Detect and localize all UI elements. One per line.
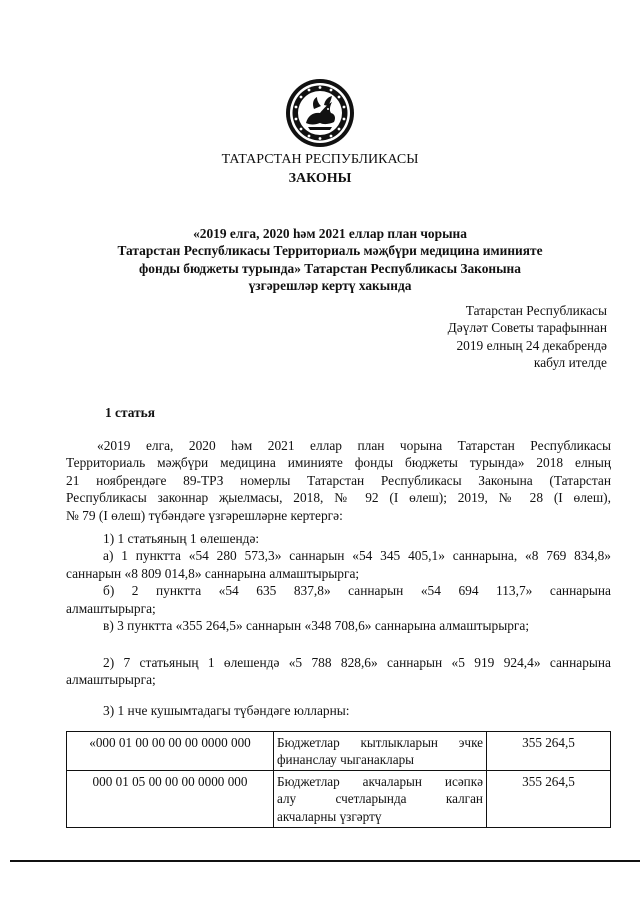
intro-line: Республикасы законнар җыелмасы, 2018, № 92 (I өлеш); 2019, № 28 (I өлеш), [66,490,611,506]
document-type: ЗАКОНЫ [288,171,352,186]
page-divider [10,860,640,862]
table-row [67,732,611,771]
item-2 [66,654,611,689]
adoption-line: Татарстан Республикасы [465,303,607,318]
adoption-line: 2019 елның 24 декабрендә [456,337,607,353]
law-title [60,225,600,295]
intro-line: № 79 (I өлеш) түбәндәге үзгәрешләрне кертергә: [66,507,343,523]
tatarstan-emblem-icon [284,77,356,149]
description-line: акчаларны үзгәртү [277,808,382,824]
article-heading: 1 статья [105,405,155,420]
table-row [67,771,611,827]
item-1-b: б) 2 пунктта «54 635 837,8» саннарын «54 694 113,7» саннарына [103,583,611,599]
law-title-line: «2019 елга, 2020 һәм 2021 еллар план чорына [193,226,467,241]
item-1-v: в) 3 пунктта «355 264,5» саннарын «348 708,6» саннарына алмаштырырга; [103,618,530,634]
description-line: финанслау чыганаклары [277,752,415,768]
law-title-line: үзгәрешләр кертү хакында [248,278,412,294]
description-line: алу счетларында калган [277,791,483,807]
table-cell-amount: 355 264,5 [487,732,611,771]
table-cell-code: «000 01 00 00 00 00 0000 000 [67,732,274,771]
republic-name: ТАТАРСТАН РЕСПУБЛИКАСЫ [221,152,419,167]
item-1-b-cont: алмаштырырга; [66,600,156,616]
description-line: Бюджетлар кытлыкларын эчке [277,735,483,750]
table-cell-amount: 355 264,5 [487,771,611,827]
item-1-a-cont: саннарын «8 809 014,8» саннарына алмаштырырга; [66,565,360,581]
law-title-line: Татарстан Республикасы Территориаль мәҗбүри медицина иминияте [117,243,543,259]
article-intro [66,437,611,524]
budget-table [66,731,611,828]
item-1-a: а) 1 пунктта «54 280 573,3» саннарын «54 345 405,1» саннарына, «8 769 834,8» [103,548,611,564]
adoption-line: Дәүләт Советы тарафыннан [447,320,607,336]
intro-line: Территориаль мәҗбүри медицина иминияте фонды бюджеты турында» 2018 елның [66,455,611,471]
item-3: 3) 1 нче кушымтадагы түбәндәге юлларны: [103,703,350,718]
adoption-info [448,302,607,372]
item-2-line: 2) 7 статьяның 1 өлешендә «5 788 828,6» саннарын «5 919 924,4» саннарына [103,655,611,670]
intro-line: 21 ноябрендәге 89-ТРЗ номерлы Татарстан Республикасы Законына (Татарстан [66,472,611,488]
table-cell-description [274,771,487,827]
item-1-heading: 1) 1 статьяның 1 өлешендә: [103,531,260,546]
table-cell-code: 000 01 05 00 00 00 0000 000 [67,771,274,827]
description-line: Бюджетлар акчаларын исәпкә [277,774,483,790]
item-1 [66,530,611,635]
law-title-line: фонды бюджеты турында» Татарстан Республикасы Законына [139,260,521,276]
adoption-line: кабул ителде [533,355,607,371]
intro-line: «2019 елга, 2020 һәм 2021 еллар план чорына Татарстан Республикасы [97,438,611,453]
item-2-line: алмаштырырга; [66,672,156,688]
table-cell-description [274,732,487,771]
